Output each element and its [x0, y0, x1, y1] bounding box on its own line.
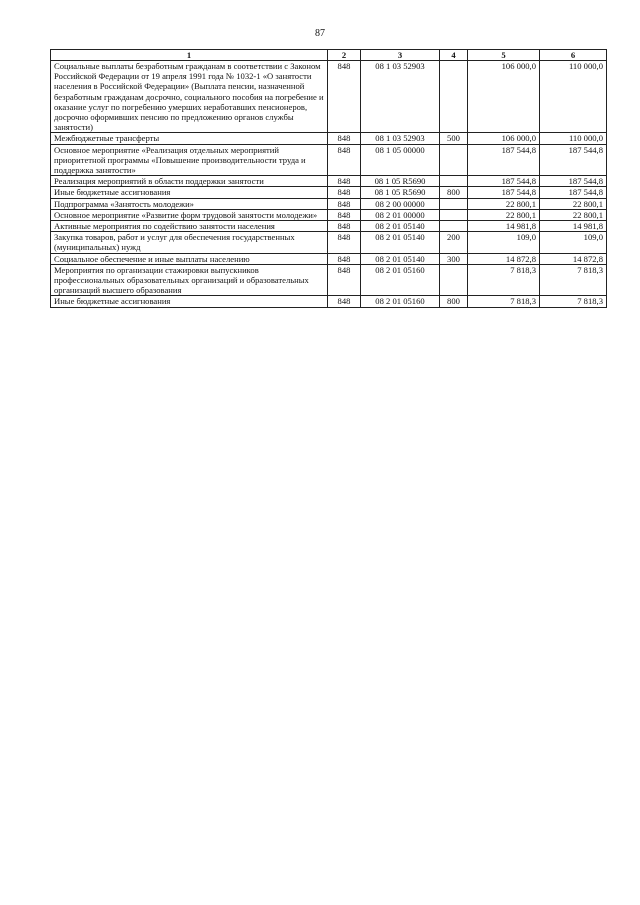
row-ved: 848 — [328, 232, 361, 253]
row-ved: 848 — [328, 176, 361, 187]
header-col-3: 3 — [361, 50, 440, 61]
row-sum-1: 187 544,8 — [468, 187, 540, 198]
row-name: Социальные выплаты безработным гражданам в соответствии с Законом Российской Федерации от 19 апреля 1991 года № 1032-1 «О занятости населения в Российской Федерации» (Выплата пенсии, назначенной безработным гражданам досрочно, социального пособия на погребение и оказание услуг по погребению умерших неработавших пенсионеров, досрочно оформивших пенсию по предложению органов службы занятости) — [51, 61, 328, 133]
row-csr: 08 2 01 05160 — [361, 264, 440, 296]
row-sum-2: 14 872,8 — [540, 253, 607, 264]
row-csr: 08 1 05 R5690 — [361, 187, 440, 198]
page-number: 87 — [315, 28, 325, 39]
row-vr — [440, 61, 468, 133]
row-sum-1: 7 818,3 — [468, 264, 540, 296]
row-vr — [440, 144, 468, 176]
row-name: Иные бюджетные ассигнования — [51, 187, 328, 198]
row-csr: 08 2 01 05140 — [361, 253, 440, 264]
row-csr: 08 2 00 00000 — [361, 198, 440, 209]
row-sum-1: 106 000,0 — [468, 61, 540, 133]
row-sum-1: 7 818,3 — [468, 296, 540, 307]
row-vr — [440, 176, 468, 187]
row-sum-2: 187 544,8 — [540, 187, 607, 198]
row-vr: 800 — [440, 187, 468, 198]
table-row — [51, 144, 607, 176]
header-col-6: 6 — [540, 50, 607, 61]
row-ved: 848 — [328, 61, 361, 133]
row-ved: 848 — [328, 296, 361, 307]
table-row — [51, 198, 607, 209]
table-row — [51, 221, 607, 232]
table-row — [51, 187, 607, 198]
row-sum-1: 109,0 — [468, 232, 540, 253]
row-name: Мероприятия по организации стажировки выпускников профессиональных образовательных организаций и образовательных организаций высшего образования — [51, 264, 328, 296]
table-row — [51, 264, 607, 296]
row-name: Межбюджетные трансферты — [51, 133, 328, 144]
row-csr: 08 1 05 00000 — [361, 144, 440, 176]
row-sum-1: 22 800,1 — [468, 209, 540, 220]
row-csr: 08 2 01 05140 — [361, 221, 440, 232]
row-name: Реализация мероприятий в области поддержки занятости — [51, 176, 328, 187]
table-row — [51, 61, 607, 133]
header-col-1: 1 — [51, 50, 328, 61]
row-sum-2: 7 818,3 — [540, 296, 607, 307]
row-name: Основное мероприятие «Развитие форм трудовой занятости молодежи» — [51, 209, 328, 220]
row-sum-2: 110 000,0 — [540, 133, 607, 144]
row-name: Основное мероприятие «Реализация отдельных мероприятий приоритетной программы «Повышение производительности труда и поддержка занятости» — [51, 144, 328, 176]
row-sum-1: 14 981,8 — [468, 221, 540, 232]
row-sum-2: 22 800,1 — [540, 198, 607, 209]
table-row — [51, 232, 607, 253]
row-csr: 08 2 01 00000 — [361, 209, 440, 220]
table-row — [51, 209, 607, 220]
row-name: Подпрограмма «Занятость молодежи» — [51, 198, 328, 209]
row-ved: 848 — [328, 187, 361, 198]
row-ved: 848 — [328, 133, 361, 144]
row-vr — [440, 264, 468, 296]
row-vr: 300 — [440, 253, 468, 264]
row-ved: 848 — [328, 209, 361, 220]
row-sum-1: 106 000,0 — [468, 133, 540, 144]
row-csr: 08 1 05 R5690 — [361, 176, 440, 187]
row-sum-1: 14 872,8 — [468, 253, 540, 264]
table-row — [51, 253, 607, 264]
row-name: Закупка товаров, работ и услуг для обеспечения государственных (муниципальных) нужд — [51, 232, 328, 253]
row-name: Активные мероприятия по содействию занятости населения — [51, 221, 328, 232]
row-vr: 200 — [440, 232, 468, 253]
row-sum-2: 109,0 — [540, 232, 607, 253]
row-sum-2: 22 800,1 — [540, 209, 607, 220]
row-ved: 848 — [328, 253, 361, 264]
row-csr: 08 1 03 52903 — [361, 133, 440, 144]
row-sum-1: 187 544,8 — [468, 144, 540, 176]
budget-table — [50, 49, 607, 308]
row-csr: 08 2 01 05140 — [361, 232, 440, 253]
table-row — [51, 296, 607, 307]
row-name: Социальное обеспечение и иные выплаты населению — [51, 253, 328, 264]
row-sum-2: 187 544,8 — [540, 144, 607, 176]
header-col-5: 5 — [468, 50, 540, 61]
row-vr: 800 — [440, 296, 468, 307]
row-sum-1: 187 544,8 — [468, 176, 540, 187]
row-vr — [440, 221, 468, 232]
row-name: Иные бюджетные ассигнования — [51, 296, 328, 307]
row-ved: 848 — [328, 198, 361, 209]
table-row — [51, 133, 607, 144]
row-csr: 08 2 01 05160 — [361, 296, 440, 307]
row-sum-2: 110 000,0 — [540, 61, 607, 133]
header-col-2: 2 — [328, 50, 361, 61]
row-ved: 848 — [328, 264, 361, 296]
row-vr — [440, 198, 468, 209]
row-ved: 848 — [328, 221, 361, 232]
header-col-4: 4 — [440, 50, 468, 61]
row-sum-1: 22 800,1 — [468, 198, 540, 209]
row-vr — [440, 209, 468, 220]
row-vr: 500 — [440, 133, 468, 144]
row-csr: 08 1 03 52903 — [361, 61, 440, 133]
table-row — [51, 176, 607, 187]
row-sum-2: 14 981,8 — [540, 221, 607, 232]
table-header-row — [51, 50, 607, 61]
row-ved: 848 — [328, 144, 361, 176]
row-sum-2: 7 818,3 — [540, 264, 607, 296]
row-sum-2: 187 544,8 — [540, 176, 607, 187]
